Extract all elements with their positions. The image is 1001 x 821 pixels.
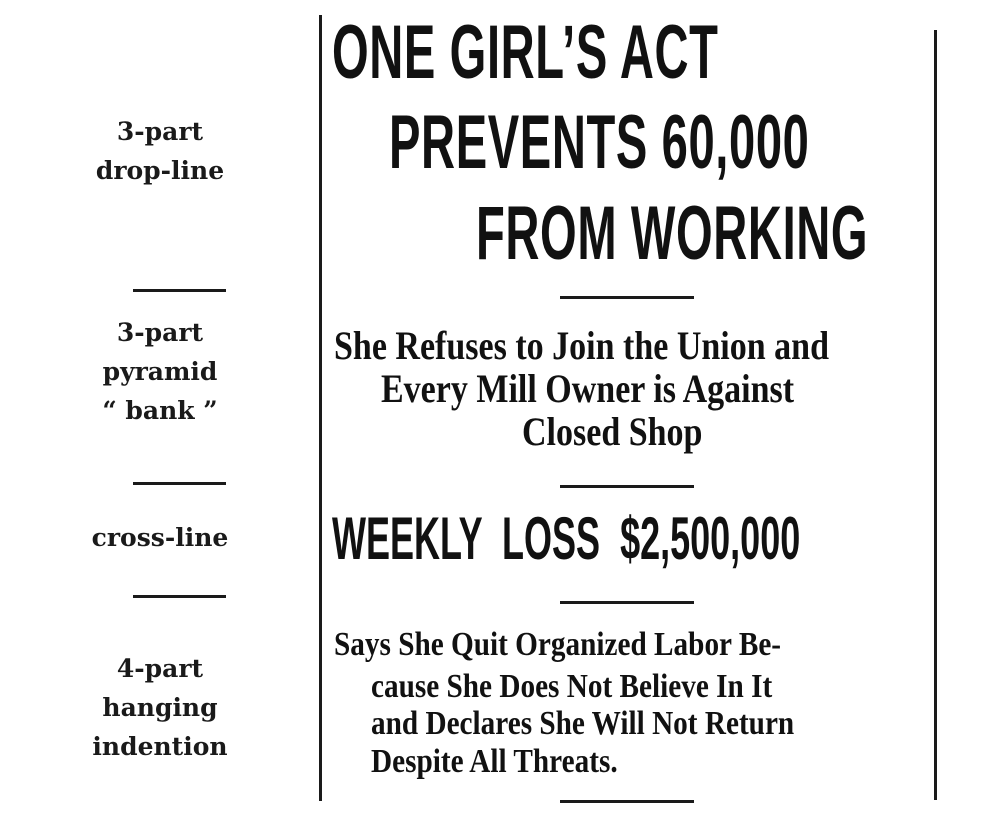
label-cross-line <box>60 518 260 557</box>
label-divider <box>133 289 226 292</box>
headline-line-1: ONE GIRL’S ACT <box>332 10 719 95</box>
bank-line-2: Every Mill Owner is Against <box>381 366 795 411</box>
label-line: 3-part <box>116 117 204 146</box>
label-line: “ bank ” <box>102 396 218 425</box>
hanging-line-3: and Declares She Will Not Return <box>371 705 795 742</box>
center-rule <box>560 601 694 604</box>
label-divider <box>133 482 226 485</box>
hanging-line-1: Says She Quit Organized Labor Be- <box>334 626 782 663</box>
bank-line-1: She Refuses to Join the Union and <box>334 323 829 368</box>
label-line: indention <box>92 732 228 761</box>
headline-line-3: FROM WORKING <box>476 191 869 276</box>
hanging-line-2: cause She Does Not Believe In It <box>371 668 773 705</box>
label-line: 4-part hanging <box>102 654 218 722</box>
center-rule <box>560 800 694 803</box>
crossline: WEEKLY LOSS $2,500,000 <box>332 505 801 572</box>
center-rule <box>560 485 694 488</box>
label-line: pyramid <box>102 357 218 386</box>
label-pyramid-bank <box>60 313 260 430</box>
hanging-line-4: Despite All Threats. <box>371 743 618 780</box>
label-line: drop-line <box>95 156 225 185</box>
label-line: 3-part <box>116 318 204 347</box>
label-hanging-indention <box>60 649 260 766</box>
column-rule-left <box>319 15 322 801</box>
label-drop-line <box>60 112 260 190</box>
column-rule-right <box>934 30 937 800</box>
bank-line-3: Closed Shop <box>522 409 703 454</box>
center-rule <box>560 296 694 299</box>
label-line: cross-line <box>91 523 229 552</box>
headline-line-2: PREVENTS 60,000 <box>389 100 810 185</box>
label-divider <box>133 595 226 598</box>
